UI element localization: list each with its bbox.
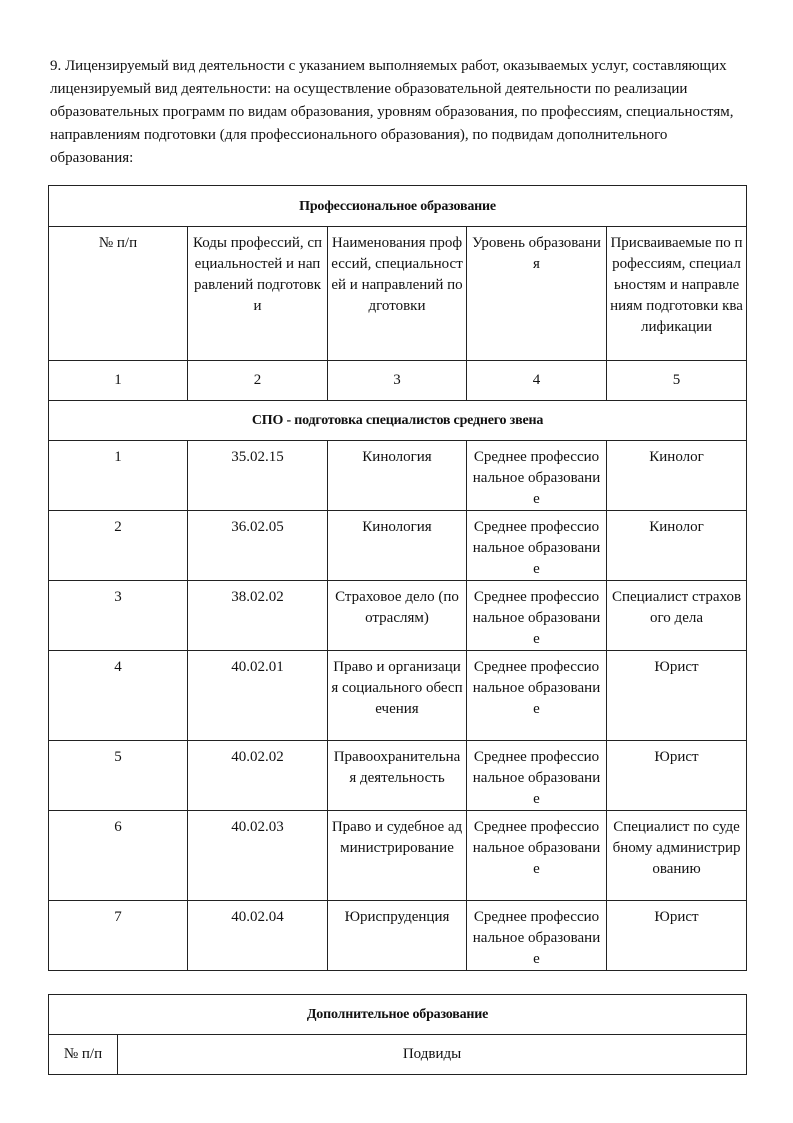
qualification: Кинолог <box>607 441 747 511</box>
education-level: Среднее профессиональное образование <box>467 901 607 971</box>
professional-education-table <box>48 185 747 971</box>
table-row <box>49 511 747 581</box>
row-number: 3 <box>49 581 188 651</box>
header-cell: № п/п <box>49 227 188 361</box>
table-title-row <box>49 186 747 227</box>
header-cell: Подвиды <box>118 1035 747 1075</box>
education-level: Среднее профессиональное образование <box>467 511 607 581</box>
header-cell: Коды профессий, специальностей и направлений подготовки <box>188 227 328 361</box>
qualification: Юрист <box>607 741 747 811</box>
education-level: Среднее профессиональное образование <box>467 581 607 651</box>
program-name: Кинология <box>328 441 467 511</box>
column-number: 5 <box>607 361 747 401</box>
program-code: 40.02.03 <box>188 811 328 901</box>
section-title: СПО - подготовка специалистов среднего звена <box>49 401 747 441</box>
row-number: 7 <box>49 901 188 971</box>
education-level: Среднее профессиональное образование <box>467 441 607 511</box>
column-number: 3 <box>328 361 467 401</box>
table-title: Профессиональное образование <box>49 186 747 227</box>
qualification: Кинолог <box>607 511 747 581</box>
program-code: 40.02.01 <box>188 651 328 741</box>
education-level: Среднее профессиональное образование <box>467 811 607 901</box>
column-number: 1 <box>49 361 188 401</box>
education-level: Среднее профессиональное образование <box>467 741 607 811</box>
header-cell: Уровень образования <box>467 227 607 361</box>
header-row <box>49 1035 747 1075</box>
row-number: 5 <box>49 741 188 811</box>
qualification: Юрист <box>607 901 747 971</box>
program-code: 40.02.02 <box>188 741 328 811</box>
qualification: Специалист страхового дела <box>607 581 747 651</box>
program-name: Правоохранительная деятельность <box>328 741 467 811</box>
program-name: Право и организация социального обеспечения <box>328 651 467 741</box>
table-row <box>49 581 747 651</box>
program-code: 35.02.15 <box>188 441 328 511</box>
section-title-row <box>49 401 747 441</box>
program-name: Кинология <box>328 511 467 581</box>
intro-paragraph: 9. Лицензируемый вид деятельности с указанием выполняемых работ, оказываемых услуг, составляющих лицензируемый вид деятельности: на осуществление образовательной деятельности по реализации образовательных программ по видам образования, уровням образования, по профессиям, специальностям, направлениям подготовки (для профессионального образования), по подвидам дополнительного образования: <box>50 58 734 166</box>
program-name: Страховое дело (по отраслям) <box>328 581 467 651</box>
table-row <box>49 811 747 901</box>
table-row <box>49 741 747 811</box>
table-row <box>49 441 747 511</box>
program-code: 40.02.04 <box>188 901 328 971</box>
program-name: Юриспруденция <box>328 901 467 971</box>
table-row <box>49 901 747 971</box>
header-cell: Наименования профессий, специальностей и направлений подготовки <box>328 227 467 361</box>
column-number: 4 <box>467 361 607 401</box>
program-name: Право и судебное администрирование <box>328 811 467 901</box>
qualification: Юрист <box>607 651 747 741</box>
header-cell: № п/п <box>49 1035 118 1075</box>
qualification: Специалист по судебному администрированию <box>607 811 747 901</box>
table-row <box>49 651 747 741</box>
education-level: Среднее профессиональное образование <box>467 651 607 741</box>
row-number: 4 <box>49 651 188 741</box>
program-code: 36.02.05 <box>188 511 328 581</box>
additional-education-table <box>48 994 747 1075</box>
row-number: 1 <box>49 441 188 511</box>
row-number: 2 <box>49 511 188 581</box>
program-code: 38.02.02 <box>188 581 328 651</box>
column-number-row <box>49 361 747 401</box>
row-number: 6 <box>49 811 188 901</box>
column-number: 2 <box>188 361 328 401</box>
table-title: Дополнительное образование <box>49 995 747 1035</box>
header-row <box>49 227 747 361</box>
header-cell: Присваиваемые по профессиям, специальностям и направлениям подготовки квалификации <box>607 227 747 361</box>
table-title-row <box>49 995 747 1035</box>
